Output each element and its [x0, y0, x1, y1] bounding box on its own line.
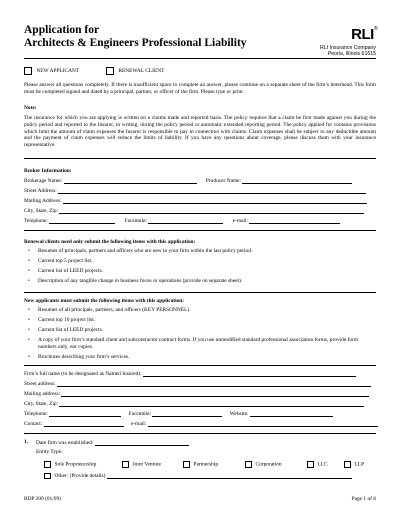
divider-renewal: [24, 230, 376, 231]
divider-broker: [24, 158, 376, 159]
note-text: The insurance for which you are applying is written on a claims made and reported basis. The policy requires that a claim be first made against you during the policy period and reported to the Insurer, in writing, during the policy period or automatic extended reporting period. The policy applied for contains provisions which limit the amount of claim expenses the Insurer is responsible to pay in connection with claims. Claim expenses shall be subject to any deductible amount and the payment of claim expenses will reduce the limits of liability. If you have any questions about coverage, please discuss them with your insurance representative.: [24, 115, 376, 149]
firm-contact-field[interactable]: [44, 420, 124, 427]
renewal-item: • Resumes of principals, partners and officers who are new to your firm within the last policy period.: [24, 248, 376, 258]
client-type-row-renewal: [106, 67, 164, 75]
firm-website-label: Website:: [229, 411, 249, 417]
title-line-2: Architects & Engineers Professional Liability: [24, 37, 247, 49]
broker-mailing-row: [24, 197, 367, 205]
firm-mailing-label: Mailing address:: [24, 391, 61, 397]
broker-city-row: [24, 207, 364, 215]
title-line-1: Application for: [24, 24, 100, 36]
other-details-field[interactable]: [107, 472, 352, 479]
broker-phone-row: [24, 217, 340, 225]
sole-proprietorship-checkbox[interactable]: [44, 461, 51, 468]
brokerage-name-label: Brokerage Name:: [24, 178, 63, 184]
header-divider: [24, 58, 376, 59]
entity-option-llp[interactable]: [344, 461, 364, 468]
entity-option-joint-venture[interactable]: [122, 461, 161, 468]
firm-name-label: Firm’s full name (to be designated as Named Insured):: [24, 371, 142, 377]
firm-name-field[interactable]: [143, 370, 356, 377]
llp-label: LLP: [354, 461, 365, 468]
instructions-text: Please answer all questions completely. If there is insufficient space to complete an answer, please continue on a separate sheet of the firm’s letterhead. This form must be completed signed and dated by a principal, partner, or officer of the firm. Please type or print.: [24, 82, 376, 95]
firm-mailing-row: [24, 390, 369, 398]
broker-heading: Broker Information:: [24, 168, 72, 174]
corporation-label: Corporation: [255, 461, 282, 468]
entity-other-row: [44, 472, 374, 481]
new-applicant-item: • Brochures describing your firm’s services.: [24, 354, 376, 364]
page-number: Page 1 of 8: [351, 496, 376, 502]
firm-telephone-label: Telephone:: [24, 411, 48, 417]
firm-name-row: [24, 370, 356, 378]
company-location: Peoria, Illinois 61615: [327, 51, 376, 58]
firm-facsimile-field[interactable]: [152, 410, 222, 417]
firm-city-label: City, State, Zip:: [24, 401, 59, 407]
entity-options-row: [44, 461, 374, 470]
joint-venture-checkbox[interactable]: [122, 461, 129, 468]
date-established-label: Date firm was established:: [36, 440, 94, 446]
date-established-field[interactable]: [95, 439, 189, 446]
divider-firm: [24, 365, 376, 366]
broker-facsimile-label: Facsimile:: [124, 218, 148, 224]
new-applicant-item: • Current top 10 project list.: [24, 317, 376, 327]
broker-mailing-field[interactable]: [63, 197, 367, 204]
firm-email-field[interactable]: [148, 420, 378, 427]
broker-facsimile-field[interactable]: [148, 217, 223, 224]
firm-telephone-field[interactable]: [49, 410, 121, 417]
firm-street-row: [24, 380, 371, 388]
firm-phone-row: [24, 410, 333, 418]
firm-city-field[interactable]: [59, 400, 364, 407]
question-1-number: 1.: [24, 439, 29, 445]
new-applicant-label: NEW APPLICANT: [36, 68, 80, 75]
brokerage-name-row: [24, 177, 352, 185]
brokerage-name-field[interactable]: [64, 177, 197, 184]
new-applicant-item: • A copy of your firm’s standard client and subcontractor contract forms. If you use unmodified standard professional association forms, provide form numbers only, not copies.: [24, 337, 376, 354]
firm-contact-label: Contact:: [24, 421, 43, 427]
broker-email-label: e-mail:: [232, 218, 249, 224]
firm-street-label: Street address:: [24, 381, 56, 387]
divider-new-applicants: [24, 292, 376, 293]
renewal-item: • Current list of LEED projects.: [24, 268, 376, 278]
logo-text: RLI: [351, 26, 374, 43]
producer-name-label: Producer Name:: [205, 178, 242, 184]
broker-street-row: [24, 187, 366, 195]
producer-name-field[interactable]: [242, 177, 352, 184]
partnership-label: Partnership: [193, 461, 219, 468]
llc-label: LLC: [317, 461, 328, 468]
note-heading: Note:: [24, 105, 37, 111]
broker-mailing-label: Mailing Address:: [24, 198, 62, 204]
sole-proprietorship-label: Sole Proprietorship: [54, 461, 97, 468]
entity-option-llc[interactable]: [307, 461, 328, 468]
firm-facsimile-label: Facsimile:: [128, 411, 152, 417]
llp-checkbox[interactable]: [344, 461, 351, 468]
renewal-list: [24, 248, 376, 288]
joint-venture-label: Joint Venture: [132, 461, 161, 468]
renewal-client-checkbox[interactable]: [106, 67, 114, 75]
firm-contact-row: [24, 420, 378, 428]
firm-mailing-field[interactable]: [61, 390, 369, 397]
partnership-checkbox[interactable]: [183, 461, 190, 468]
broker-street-label: Street Address:: [24, 188, 57, 194]
document-title: [24, 24, 247, 50]
broker-telephone-field[interactable]: [49, 217, 115, 224]
firm-website-field[interactable]: [250, 410, 333, 417]
entity-option-partnership[interactable]: [183, 461, 218, 468]
renewal-item: • Description of any tangible change in business focus or operations (provide on separate sheet).: [24, 278, 376, 288]
broker-telephone-label: Telephone:: [24, 218, 48, 224]
form-code: RDP 200 (01/09): [24, 496, 61, 502]
date-established-row: [36, 439, 189, 447]
new-applicants-list: [24, 307, 376, 364]
other-entity-label: Other: (Provide details): [54, 472, 106, 479]
firm-city-row: [24, 400, 364, 408]
renewal-item: • Current top 5 project list.: [24, 258, 376, 268]
client-type-row: [24, 67, 79, 75]
entity-option-sole-proprietorship[interactable]: [44, 461, 96, 468]
new-applicant-checkbox[interactable]: [24, 67, 32, 75]
new-applicant-item: • Resumes of all principals, partners, and officers (KEY PERSONNEL).: [24, 307, 376, 317]
entity-option-other[interactable]: [44, 472, 352, 479]
entity-type-label: Entity Type:: [36, 449, 63, 455]
rli-logo: [351, 26, 377, 43]
firm-email-label: e-mail:: [130, 421, 147, 427]
new-applicants-heading: New applicants must submit the following items with this application:: [24, 298, 185, 304]
firm-street-field[interactable]: [57, 380, 371, 387]
registered-mark: ®: [373, 26, 377, 32]
broker-street-field[interactable]: [58, 187, 366, 194]
new-applicant-item: • Current list of LEED projects.: [24, 327, 376, 337]
renewal-heading: Renewal clients need only submit the following items with this application:: [24, 239, 196, 245]
broker-city-label: City, State, Zip:: [24, 208, 59, 214]
llc-checkbox[interactable]: [307, 461, 314, 468]
company-address: [320, 45, 376, 58]
corporation-checkbox[interactable]: [245, 461, 252, 468]
renewal-client-label: RENEWAL CLIENT: [118, 68, 165, 75]
company-name: RLI Insurance Company: [320, 45, 376, 51]
divider-question-1: [24, 433, 376, 434]
other-checkbox[interactable]: [44, 473, 51, 480]
entity-option-corporation[interactable]: [245, 461, 282, 468]
broker-email-field[interactable]: [249, 217, 340, 224]
broker-city-field[interactable]: [59, 207, 364, 214]
